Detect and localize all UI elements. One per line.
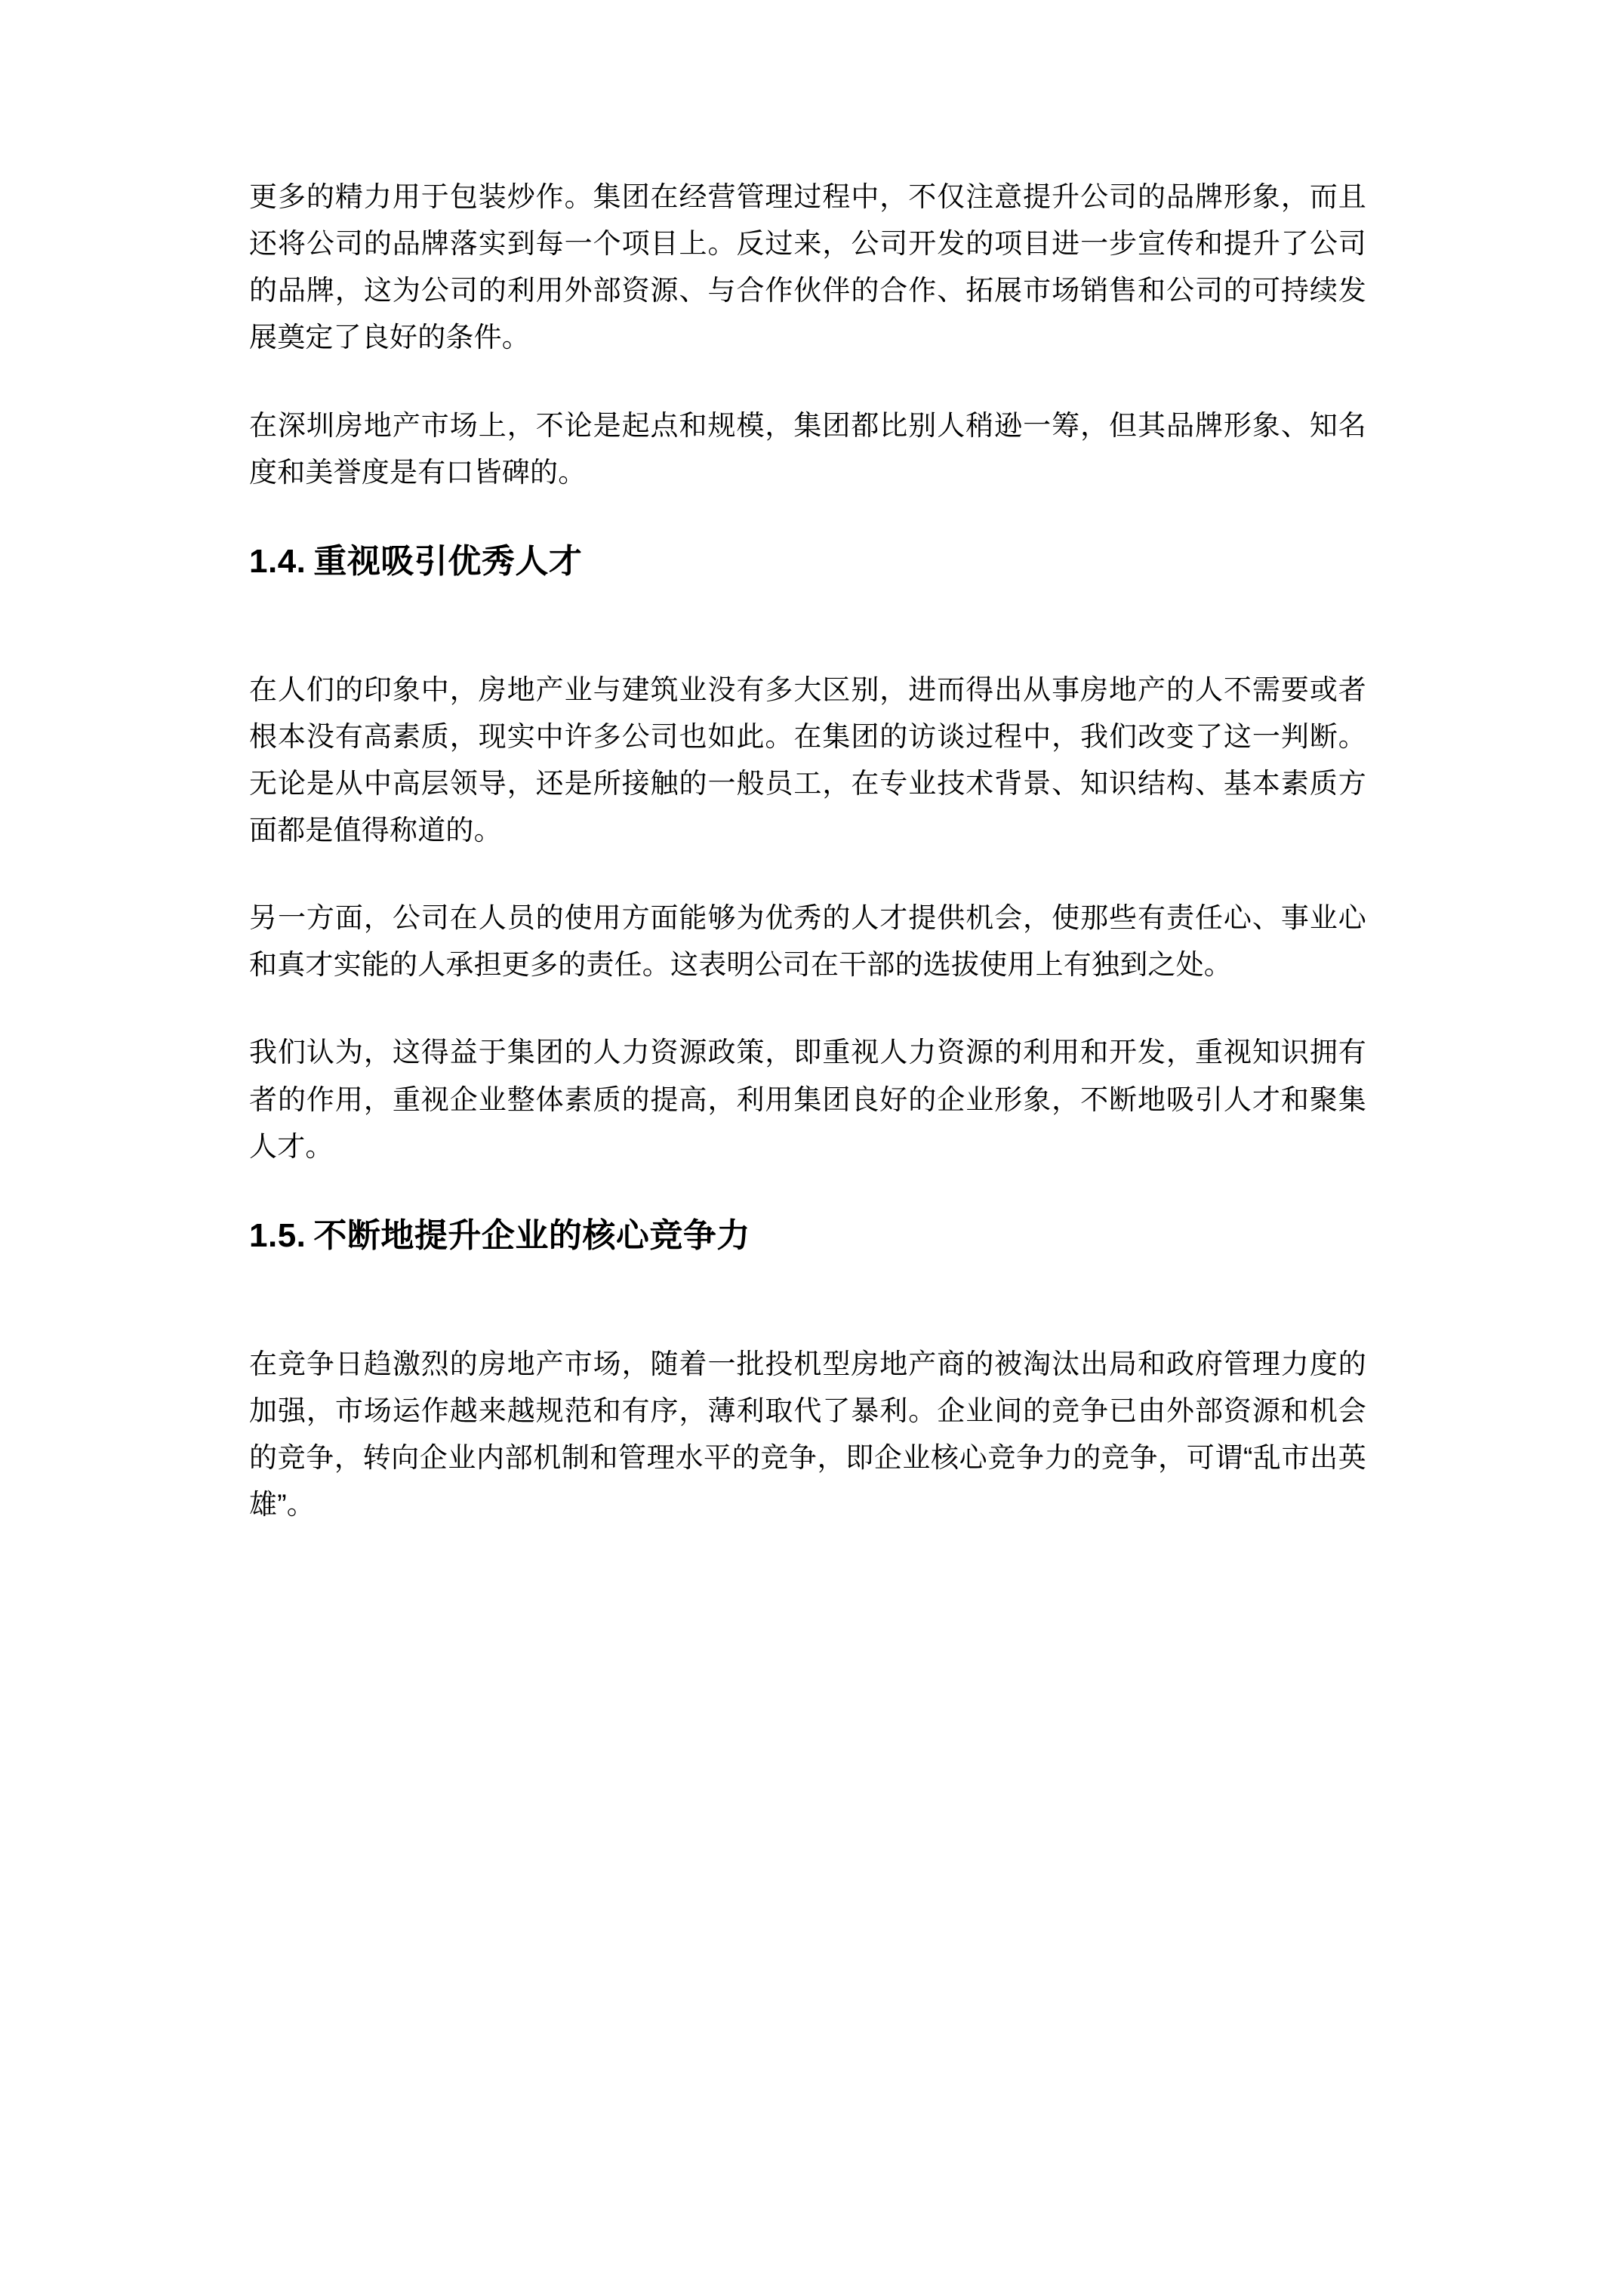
paragraph-hr-policy: 我们认为，这得益于集团的人力资源政策，即重视人力资源的利用和开发，重视知识拥有者的作用，重视企业整体素质的提高，利用集团良好的企业形象，不断地吸引人才和聚集人才。 [249,1037,1366,1162]
heading-1-5-title: 不断地提升企业的核心竞争力 [313,1216,750,1254]
paragraph-brand-packaging: 更多的精力用于包装炒作。集团在经营管理过程中，不仅注意提升公司的品牌形象，而且还将公司的品牌落实到每一个项目上。反过来，公司开发的项目进一步宣传和提升了公司的品牌，这为公司的利用外部资源、与合作伙伴的合作、拓展市场销售和公司的可持续发展奠定了良好的条件。 [249,181,1366,353]
paragraph-shenzhen-market: 在深圳房地产市场上，不论是起点和规模，集团都比别人稍逊一筹，但其品牌形象、知名度和美誉度是有口皆碑的。 [249,409,1366,488]
heading-1-4-title: 重视吸引优秀人才 [313,542,583,580]
heading-1-4-number: 1.4. [249,542,306,580]
paragraph-talent-impression: 在人们的印象中，房地产业与建筑业没有多大区别，进而得出从事房地产的人不需要或者根本没有高素质，现实中许多公司也如此。在集团的访谈过程中，我们改变了这一判断。无论是从中高层领导，还是所接触的一般员工，在专业技术背景、知识结构、基本素质方面都是值得称道的。 [249,673,1366,846]
heading-spacer [249,1259,1366,1341]
heading-1-5-number: 1.5. [249,1216,306,1254]
heading-1-4 [249,538,1366,585]
heading-1-5 [249,1213,1366,1259]
paragraph-talent-usage: 另一方面，公司在人员的使用方面能够为优秀的人才提供机会，使那些有责任心、事业心和真才实能的人承担更多的责任。这表明公司在干部的选拔使用上有独到之处。 [249,902,1366,981]
heading-spacer [249,585,1366,667]
document-body [249,174,1366,1569]
paragraph-core-competence: 在竞争日趋激烈的房地产市场，随着一批投机型房地产商的被淘汰出局和政府管理力度的加强，市场运作越来越规范和有序，薄利取代了暴利。企业间的竞争已由外部资源和机会的竞争，转向企业内部机制和管理水平的竞争，即企业核心竞争力的竞争，可谓“乱市出英雄”。 [249,1348,1366,1520]
